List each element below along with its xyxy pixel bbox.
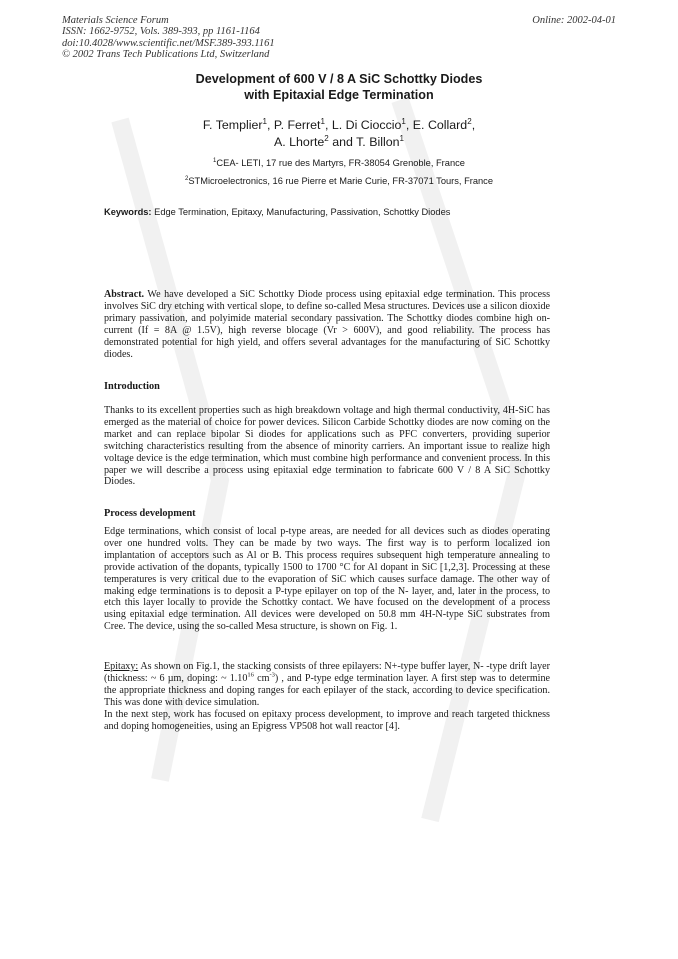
author-line-2 [62,134,616,151]
author-name: A. Lhorte [274,134,325,149]
introduction-paragraph: Thanks to its excellent properties such as high breakdown voltage and high thermal conductivity, 4H-SiC has emerged as the material of choice for power devices. Silicon Carbide Schottky diodes are now coming on the market and can replace bipolar Si diodes for applications such as PFC converters, providing superior switching characteristics resulting from the absence of minority carriers. An important issue to realize high voltage device is the edge termination, which must combine high performance and convenient process. In this paper we will describe a process using epitaxial edge termination to fabricate 600 V / 8 A SiC Schottky Diodes. [104,405,550,488]
epitaxy-text-3: ) , and P-type edge termination layer. A first step was to determine the appropriate thickness and doping ranges for each epilayer of the stack, according to device specification. This was done with device simulation. [104,672,550,708]
paper-title [62,71,616,103]
epitaxy-text-2: cm [253,672,270,684]
author-name: , E. Collard [405,118,468,132]
keywords-text: Edge Termination, Epitaxy, Manufacturing, Passivation, Schottky Diodes [151,207,451,217]
affiliation-mark: 1 [213,157,217,164]
issn-line: ISSN: 1662-9752, Vols. 389-393, pp 1161-1164 [62,26,260,38]
affiliation-mark: 1 [320,116,325,126]
affiliation-mark: 1 [401,116,406,126]
epitaxy-paragraph [104,661,550,709]
title-line-2: with Epitaxial Edge Termination [244,88,434,102]
author-separator: , [471,118,476,132]
author-name: , P. Ferret [267,118,321,132]
abstract-paragraph [104,289,550,360]
abstract-text: We have developed a SiC Schottky Diode process using epitaxial edge termination. This process involves SiC dry etching with vertical slope, to define so-called Mesa structures. Devices use a silicon dioxide primary passivation, and polyimide material secondary passivation. The Schottky diodes combine high on-current (If = 8A @ 1.5V), high reverse blocage (Vr > 600V), and good reliability. The process has demonstrated potential for high yield, and offers several advantages for the manufacturing of SiC Schottky diodes. [104,289,550,360]
epitaxy-section [104,661,550,732]
journal-name: Materials Science Forum [62,15,169,26]
affiliation-mark: 2 [467,116,472,126]
exponent: 16 [247,671,254,679]
author-list [62,117,616,150]
abstract-label: Abstract. [104,289,145,300]
keywords [104,206,614,218]
author-name: , L. Di Cioccio [324,118,402,132]
journal-header [62,15,616,60]
affiliation-mark: 1 [399,133,404,143]
online-date: Online: 2002-04-01 [532,15,616,26]
epitaxy-label: Epitaxy: [104,661,139,672]
process-heading: Process development [104,508,196,519]
author-line-1 [62,117,616,134]
affiliation-text: CEA- LETI, 17 rue des Martyrs, FR-38054 Grenoble, France [216,158,465,168]
epitaxy-text-1: As shown on Fig.1, the stacking consists of three epilayers: N+-type buffer layer, N- -type drift layer (thickness: ~ 6 µm, doping: ~ 1.10 [104,661,550,684]
affiliation-mark: 1 [262,116,268,126]
epitaxy-paragraph-2: In the next step, work has focused on epitaxy process development, to improve and reach targeted thickness and doping homogeneities, using an Epigress VP508 hot wall reactor [4]. [104,708,550,732]
affiliation-mark: 2 [324,133,329,143]
doi-line: doi:10.4028/www.scientific.net/MSF.389-393.1161 [62,37,275,49]
author-name: and T. Billon [328,134,400,149]
keywords-label: Keywords: [104,207,152,217]
copyright-line: © 2002 Trans Tech Publications Ltd, Switzerland [62,48,270,60]
process-paragraph: Edge terminations, which consist of local p-type areas, are needed for all devices such as diodes operating over one hundred volts. They can be made by two ways. The first way is to perform localized ion implantation of acceptors such as Al or B. This process requires subsequent high temperature annealing to provide activation of the dopants, typically 1500 to 1700 °C for Al dopant in SiC [1,2,3]. Processing at these temperatures is very critical due to the evaporation of SiC which causes surface damage. The other way of making edge terminations is to deposit a P-type epilayer on top of the N- layer, and, later in the process, to etch this layer locally to provide the Schottky contact. We have focused on the development of a process using epitaxial edge termination. All devices were developed on 50.8 mm 4H-N-type SiC substrates from Cree. The device, using the so-called Mesa structure, is shown on Fig. 1. [104,526,550,633]
affiliation-1 [62,157,616,169]
affiliation-mark: 2 [184,175,189,182]
exponent: -3 [269,671,275,679]
introduction-heading: Introduction [104,381,160,392]
affiliation-text: STMicroelectronics, 16 rue Pierre et Marie Curie, FR-37071 Tours, France [188,176,494,186]
affiliation-2 [62,175,616,187]
author-name: F. Templier [202,118,263,132]
title-line-1: Development of 600 V / 8 A SiC Schottky Diodes [195,72,483,86]
